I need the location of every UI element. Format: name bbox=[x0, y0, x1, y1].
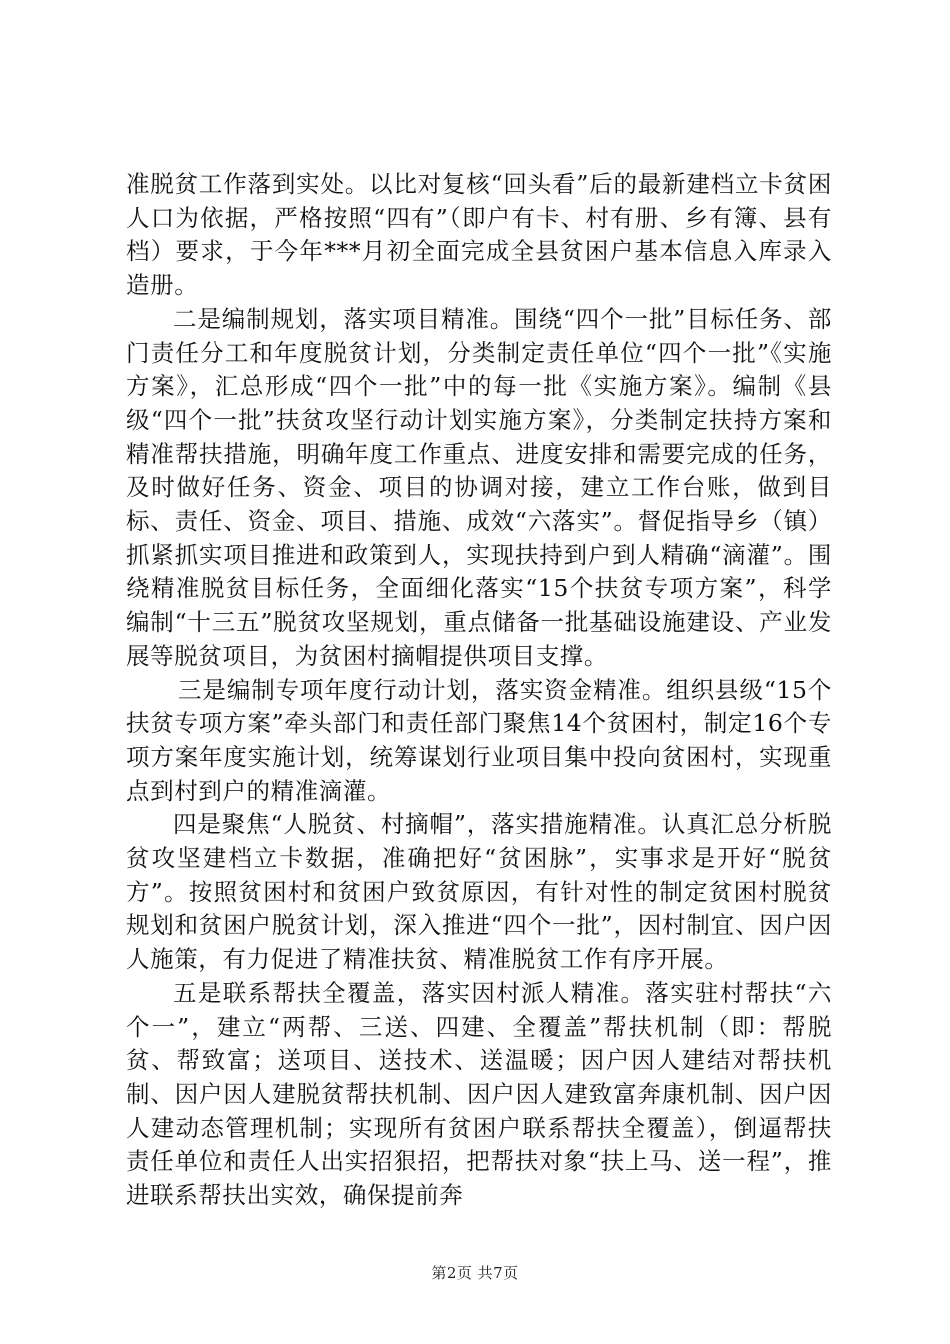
paragraph-annual-plan: 三是编制专项年度行动计划，落实资金精准。组织县级“15个扶贫专项方案”牵头部门和责任部门聚焦14个贫困村，制定16个专项方案年度实施计划，统筹谋划行业项目集中投向贫困村，实现重点到村到户的精准滴灌。 bbox=[126, 675, 832, 805]
page-number-footer: 第2页 共7页 bbox=[431, 1264, 519, 1282]
paragraph-continuation: 准脱贫工作落到实处。以比对复核“回头看”后的最新建档立卡贫困人口为依据，严格按照“四有”（即户有卡、村有册、乡有簿、县有档）要求，于今年***月初全面完成全县贫困户基本信息入库录入造册。 bbox=[126, 170, 832, 300]
paragraph-assistance: 五是联系帮扶全覆盖，落实因村派人精准。落实驻村帮扶“六个一”，建立“两帮、三送、四建、全覆盖”帮扶机制（即：帮脱贫、帮致富；送项目、送技术、送温暖；因户因人建结对帮扶机制、因户因人建脱贫帮扶机制、因户因人建致富奔康机制、因户因人建动态管理机制；实现所有贫困户联系帮扶全覆盖），倒逼帮扶责任单位和责任人出实招狠招，把帮扶对象“扶上马、送一程”，推进联系帮扶出实效，确保提前奔 bbox=[126, 978, 832, 1210]
paragraph-planning: 二是编制规划，落实项目精准。围绕“四个一批”目标任务、部门责任分工和年度脱贫计划，分类制定责任单位“四个一批”《实施方案》，汇总形成“四个一批”中的每一批《实施方案》。编制《县级“四个一批”扶贫攻坚行动计划实施方案》，分类制定扶持方案和精准帮扶措施，明确年度工作重点、进度安排和需要完成的任务，及时做好任务、资金、项目的协调对接，建立工作台账，做到目标、责任、资金、项目、措施、成效“六落实”。督促指导乡（镇）抓紧抓实项目推进和政策到人，实现扶持到户到人精确“滴灌”。围绕精准脱贫目标任务，全面细化落实“15个扶贫专项方案”，科学编制“十三五”脱贫攻坚规划，重点储备一批基础设施建设、产业发展等脱贫项目，为贫困村摘帽提供项目支撑。 bbox=[126, 304, 832, 670]
document-body bbox=[126, 168, 832, 1213]
paragraph-measures: 四是聚焦“人脱贫、村摘帽”，落实措施精准。认真汇总分析脱贫攻坚建档立卡数据，准确把好“贫困脉”，实事求是开好“脱贫方”。按照贫困村和贫困户致贫原因，有针对性的制定贫困村脱贫规划和贫困户脱贫计划，深入推进“四个一批”，因村制宜、因户因人施策，有力促进了精准扶贫、精准脱贫工作有序开展。 bbox=[126, 810, 832, 974]
